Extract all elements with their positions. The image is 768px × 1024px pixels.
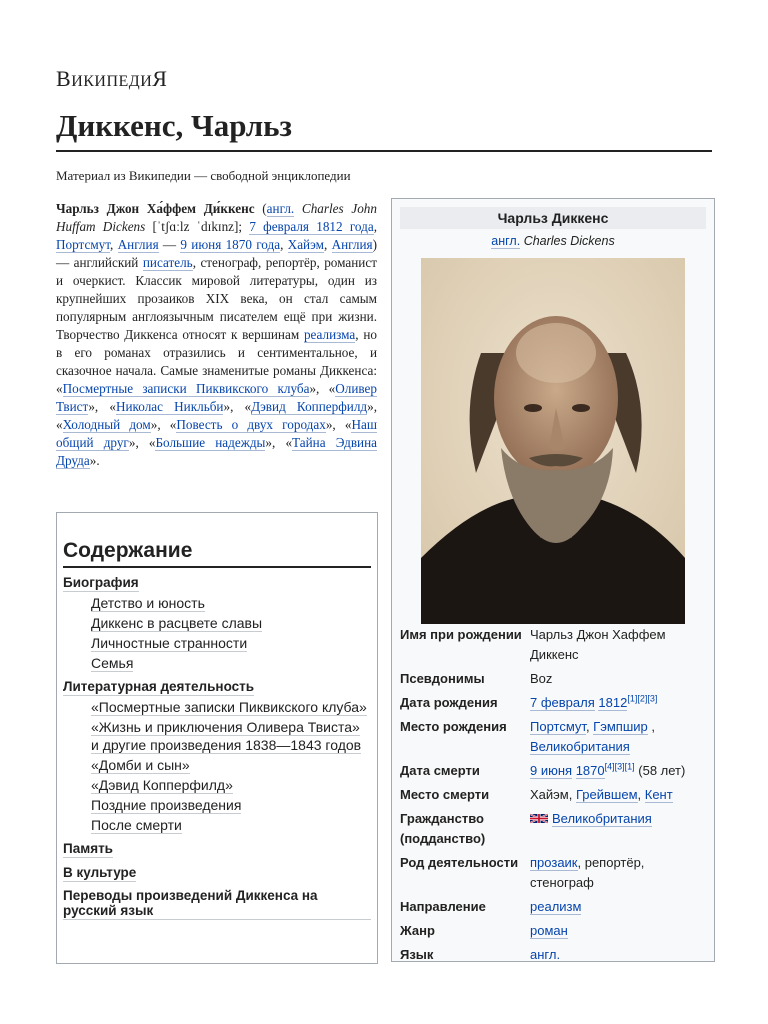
infobox-link[interactable]: Великобритания xyxy=(530,739,630,754)
novel-link[interactable]: Наш общий друг xyxy=(56,417,377,450)
infobox-link[interactable]: Грейвшем xyxy=(575,787,638,802)
toc-section-link[interactable]: Литературная деятельность xyxy=(63,679,255,694)
logo-letter-first: В xyxy=(56,66,72,91)
toc-subsection-link[interactable]: Диккенс в расцвете славы xyxy=(91,615,263,631)
uk-flag-icon xyxy=(530,813,548,824)
novel-link[interactable]: Холодный дом xyxy=(62,417,151,432)
infobox-link[interactable]: реализм xyxy=(530,899,582,914)
toc-subsection-link[interactable]: После смерти xyxy=(91,817,182,833)
infobox-table xyxy=(400,625,706,962)
infobox-key: Язык xyxy=(400,947,434,962)
death-place-link[interactable]: Хайэм xyxy=(287,237,324,252)
infobox-value xyxy=(530,693,706,713)
page-title: Диккенс, Чарльз xyxy=(56,108,292,143)
toc-section xyxy=(63,888,371,920)
infobox-value: Чарльз Джон Хаффем Диккенс xyxy=(530,627,666,662)
toc-section-link[interactable]: В культуре xyxy=(63,865,137,880)
toc-section xyxy=(63,864,371,882)
wikipedia-logo[interactable] xyxy=(56,66,167,92)
infobox-original-name: Charles Dickens xyxy=(523,234,615,248)
novel-link[interactable]: Повесть о двух городах xyxy=(176,417,326,432)
realism-link[interactable]: реализма xyxy=(303,327,356,342)
infobox-value: 9 июня 1870[4][3][1] (58 лет) xyxy=(530,761,686,778)
novel-link[interactable]: Оливер Твист xyxy=(56,381,378,414)
infobox-link[interactable]: 1870 xyxy=(575,763,605,778)
reference-link[interactable]: [4][3][1] xyxy=(604,761,635,772)
infobox-key: Псевдонимы xyxy=(400,671,485,686)
infobox-link[interactable]: Великобритания xyxy=(552,811,652,826)
infobox-key: Род деятельности xyxy=(400,855,519,870)
toc-subsection-link[interactable]: Личностные странности xyxy=(91,635,248,651)
infobox-key: Гражданство (подданство) xyxy=(400,811,486,846)
subject-name: Чарльз Джон Ха́ффем Ди́ккенс xyxy=(56,201,255,216)
toc-subsection-link[interactable]: Семья xyxy=(91,655,134,671)
infobox-value: Портсмут, Гэмпшир , Великобритания xyxy=(530,719,655,754)
infobox-value: прозаик, репортёр, стенограф xyxy=(530,855,645,890)
infobox-key: Дата рождения xyxy=(400,695,498,710)
infobox-key: Дата смерти xyxy=(400,763,480,778)
toc-title: Содержание xyxy=(63,539,371,568)
novel-link[interactable]: Посмертные записки Пиквикского клуба xyxy=(62,381,310,396)
infobox-link[interactable]: прозаик xyxy=(530,855,578,870)
toc-subsection-link[interactable]: «Жизнь и приключения Оливера Твиста» и другие произведения 1838—1843 годов xyxy=(91,719,362,753)
infobox-row xyxy=(400,809,706,849)
toc-list xyxy=(57,574,377,920)
infobox-row xyxy=(400,785,706,805)
infobox-link[interactable]: роман xyxy=(530,923,568,938)
infobox-value xyxy=(530,921,706,941)
toc-subsection-link[interactable]: «Домби и сын» xyxy=(91,757,190,773)
title-divider xyxy=(56,150,712,152)
infobox-value: Boz xyxy=(530,671,553,686)
infobox-row xyxy=(400,669,706,689)
infobox-key: Жанр xyxy=(400,923,435,938)
infobox-row xyxy=(400,897,706,917)
infobox-link[interactable]: 7 февраля xyxy=(530,695,595,710)
toc-subsection-link[interactable]: Поздние произведения xyxy=(91,797,242,813)
toc-section-link[interactable]: Память xyxy=(63,841,113,856)
infobox-link[interactable]: Кент xyxy=(644,787,673,802)
logo-letter-last: Я xyxy=(152,66,168,91)
infobox-key: Имя при рождении xyxy=(400,627,522,642)
page-tagline: Материал из Википедии — свободной энциклопедии xyxy=(56,168,351,183)
infobox-value xyxy=(530,897,706,917)
infobox-link[interactable]: Гэмпшир xyxy=(593,719,648,734)
toc-subsection-link[interactable]: Детство и юность xyxy=(91,595,205,611)
toc-section xyxy=(63,574,371,672)
writer-link[interactable]: писатель xyxy=(142,255,193,270)
infobox-row xyxy=(400,921,706,941)
infobox-link[interactable]: Портсмут xyxy=(530,719,586,734)
novel-link[interactable]: Николас Никльби xyxy=(115,399,224,414)
original-name: Charles John Huffam Dickens xyxy=(56,201,377,234)
toc-subsection-link[interactable]: «Посмертные записки Пиквикского клуба» xyxy=(91,699,367,715)
infobox-link[interactable]: 9 июня xyxy=(530,763,573,778)
lead-text: , но в его романах отразились и сентиментальное, и сказочное начала. Самые знаменитые романы Диккенса: « xyxy=(56,327,377,396)
reference-link[interactable]: [1][2][3] xyxy=(627,693,658,704)
infobox-heading: Чарльз Диккенс xyxy=(400,207,706,229)
birth-place-link[interactable]: Портсмут xyxy=(56,237,111,252)
infobox-row xyxy=(400,853,706,893)
portrait-image xyxy=(421,258,685,624)
ipa-transcription: [ˈtʃɑːlz ˈdɪkɪnz] xyxy=(152,219,239,234)
lead-paragraph: Чарльз Джон Ха́ффем Ди́ккенс (англ. Charles John Huffam Dickens [ˈtʃɑːlz ˈdɪkɪnz]; 7 февраля 1812 года, Портсмут, Англия — 9 июня 1870 года, Хайэм, Англия) — английский писатель, стенограф, репортёр, романист и очеркист. Классик мировой литературы, один из крупнейших прозаиков XIX века, он стал самым популярным англоязычным писателем ещё при жизни. Творчество Диккенса относят к вершинам реализма, но в его романах отразились и сентиментальное, и сказочное начала. Самые знаменитые романы Диккенса: «Посмертные записки Пиквикского клуба», «Оливер Твист», «Николас Никльби», «Дэвид Копперфилд», «Холодный дом», «Повесть о двух городах», «Наш общий друг», «Большие надежды», «Тайна Эдвина Друда». xyxy=(56,201,378,468)
infobox-value xyxy=(530,809,706,849)
toc-section-link[interactable]: Переводы произведений Диккенса на русский язык xyxy=(63,888,371,920)
infobox-row xyxy=(400,625,706,665)
death-country-link[interactable]: Англия xyxy=(331,237,373,252)
toc-section-link[interactable]: Биография xyxy=(63,575,139,590)
lead-text: , стенограф, репортёр, романист и очеркист. Классик мировой литературы, один из крупнейших прозаиков XIX века, он стал самым популярным англоязычным писателем ещё при жизни. Творчество Диккенса относят к вершинам xyxy=(56,255,377,342)
infobox-key: Направление xyxy=(400,899,486,914)
toc-section xyxy=(63,840,371,858)
infobox-link[interactable]: англ. xyxy=(530,947,561,962)
lead-text: ) — английский xyxy=(56,237,378,270)
infobox-row xyxy=(400,717,706,757)
novel-link[interactable]: Дэвид Копперфилд xyxy=(251,399,368,414)
infobox-subtitle xyxy=(392,234,714,248)
lang-link[interactable]: англ. xyxy=(266,201,295,216)
infobox-row xyxy=(400,693,706,713)
portrait-photo[interactable] xyxy=(421,258,685,624)
infobox-lang-link[interactable]: англ. xyxy=(491,234,521,248)
birth-date-link[interactable]: 7 февраля 1812 года xyxy=(249,219,374,234)
toc-subsection-link[interactable]: «Дэвид Копперфилд» xyxy=(91,777,233,793)
table-of-contents xyxy=(56,512,378,964)
infobox xyxy=(391,198,715,962)
novel-link[interactable]: Большие надежды xyxy=(155,435,266,450)
toc-section xyxy=(63,678,371,834)
infobox-key: Место рождения xyxy=(400,719,507,734)
infobox-key: Место смерти xyxy=(400,787,490,802)
birth-country-link[interactable]: Англия xyxy=(117,237,159,252)
death-date-link[interactable]: 9 июня 1870 года xyxy=(180,237,281,252)
infobox-value xyxy=(530,945,706,962)
infobox-value: Хайэм, Грейвшем, Кент xyxy=(530,787,673,802)
infobox-link[interactable]: 1812 xyxy=(598,695,628,710)
logo-letters-middle: ИКИПЕДИ xyxy=(71,73,153,90)
novel-link[interactable]: Тайна Эдвина Друда xyxy=(56,435,378,468)
infobox-row xyxy=(400,945,706,962)
infobox-row xyxy=(400,761,706,781)
